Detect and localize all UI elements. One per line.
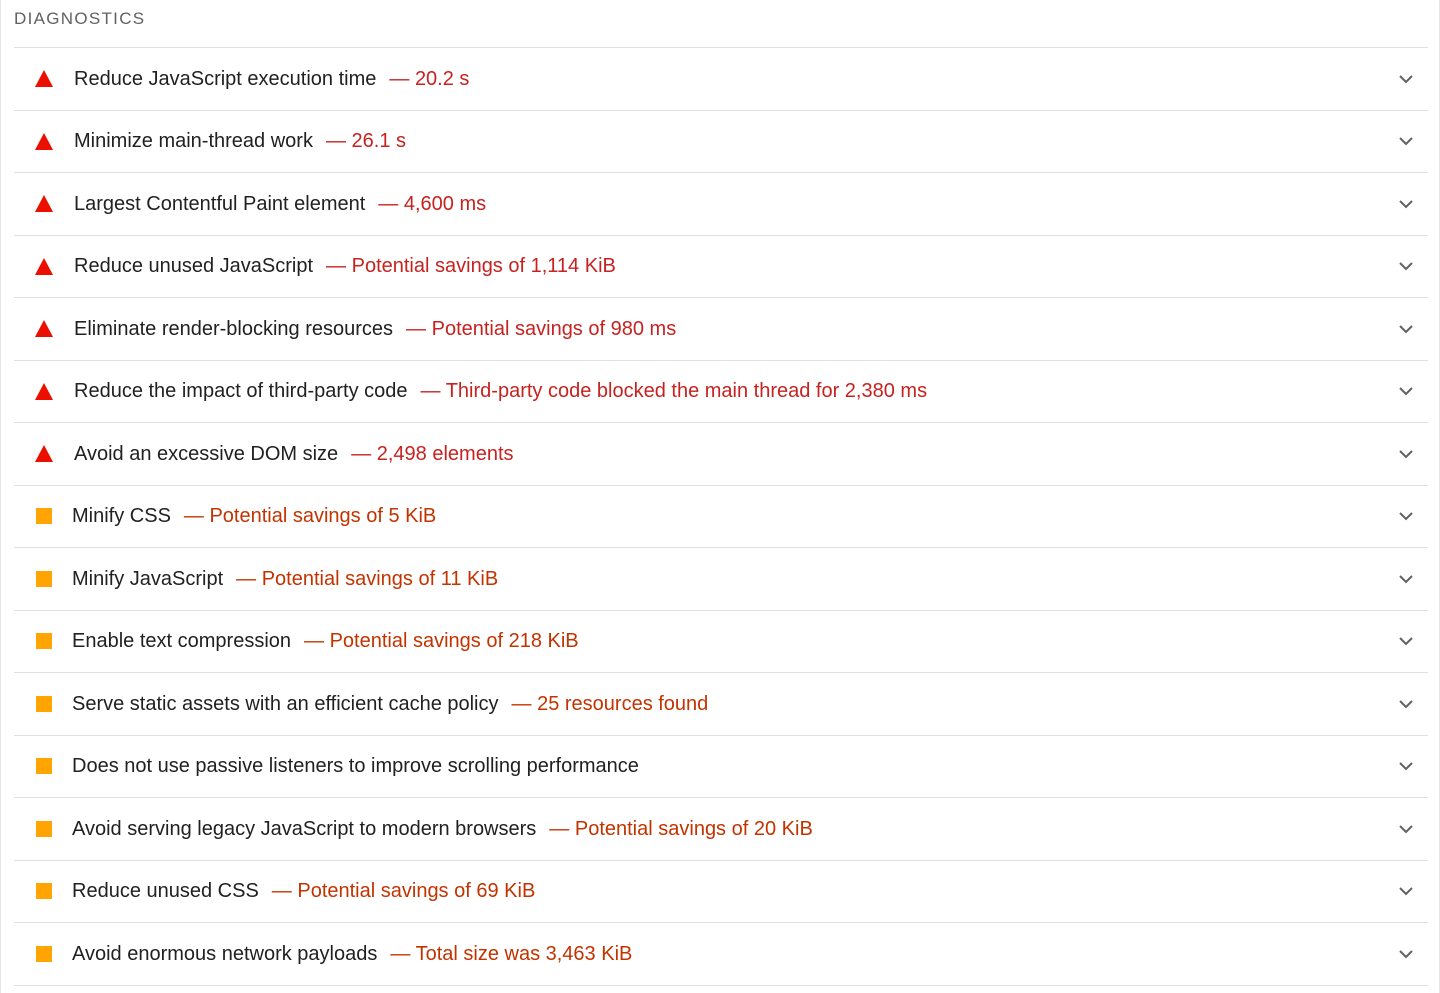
audit-text xyxy=(72,942,632,966)
chevron-down-icon[interactable] xyxy=(1398,511,1414,521)
red-triangle-icon xyxy=(34,319,54,339)
orange-square-icon xyxy=(34,756,54,776)
audit-title: Avoid serving legacy JavaScript to modern browsers xyxy=(72,817,537,840)
audit-separator: — xyxy=(390,942,411,965)
audit-title: Eliminate render-blocking resources xyxy=(74,317,394,340)
audit-separator: — xyxy=(304,630,325,653)
audit-text xyxy=(74,129,406,153)
audit-list xyxy=(14,47,1428,986)
orange-square-icon xyxy=(34,944,54,964)
chevron-down-icon[interactable] xyxy=(1398,636,1414,646)
chevron-down-icon[interactable] xyxy=(1398,386,1414,396)
red-triangle-icon xyxy=(34,131,54,151)
audit-title: Avoid an excessive DOM size xyxy=(74,442,339,465)
audit-separator: — xyxy=(325,130,346,153)
red-triangle-icon xyxy=(34,444,54,464)
audit-display-value: Potential savings of 1,114 KiB xyxy=(351,255,616,278)
orange-square-icon xyxy=(34,819,54,839)
audit-display-value: Potential savings of 218 KiB xyxy=(329,630,579,653)
audit-display-value: Third-party code blocked the main thread for 2,380 ms xyxy=(445,380,928,403)
audit-separator: — xyxy=(351,442,372,465)
audit-row[interactable] xyxy=(14,736,1428,799)
chevron-down-icon[interactable] xyxy=(1398,574,1414,584)
audit-display-value: 25 resources found xyxy=(537,692,709,715)
audit-separator: — xyxy=(389,67,410,90)
audit-title: Reduce unused CSS xyxy=(72,880,259,903)
audit-row[interactable] xyxy=(14,173,1428,236)
chevron-down-icon[interactable] xyxy=(1398,761,1414,771)
red-triangle-icon xyxy=(34,381,54,401)
audit-text xyxy=(72,692,708,716)
chevron-down-icon[interactable] xyxy=(1398,824,1414,834)
audit-text xyxy=(74,67,469,91)
audit-row[interactable] xyxy=(14,861,1428,924)
audit-text xyxy=(72,629,579,653)
audit-display-value: Total size was 3,463 KiB xyxy=(415,942,633,965)
chevron-down-icon[interactable] xyxy=(1398,136,1414,146)
audit-text xyxy=(72,879,535,903)
orange-square-icon xyxy=(34,569,54,589)
red-triangle-icon xyxy=(34,194,54,214)
audit-row[interactable] xyxy=(14,48,1428,111)
audit-row[interactable] xyxy=(14,548,1428,611)
audit-text xyxy=(72,754,639,778)
red-triangle-icon xyxy=(34,256,54,276)
audit-text xyxy=(74,317,676,341)
audit-display-value: 20.2 s xyxy=(414,67,470,90)
audit-display-value: Potential savings of 20 KiB xyxy=(574,817,813,840)
audit-row[interactable] xyxy=(14,111,1428,174)
audit-separator: — xyxy=(378,192,399,215)
audit-separator: — xyxy=(511,692,532,715)
audit-row[interactable] xyxy=(14,798,1428,861)
audit-display-value: Potential savings of 69 KiB xyxy=(297,880,536,903)
audit-separator: — xyxy=(326,255,347,278)
audit-title: Serve static assets with an efficient cache policy xyxy=(72,692,499,715)
chevron-down-icon[interactable] xyxy=(1398,449,1414,459)
red-triangle-icon xyxy=(34,69,54,89)
audit-title: Reduce JavaScript execution time xyxy=(74,67,377,90)
audit-text xyxy=(72,817,813,841)
audit-title: Minify CSS xyxy=(72,505,171,528)
audit-text xyxy=(74,442,514,466)
orange-square-icon xyxy=(34,881,54,901)
audit-separator: — xyxy=(183,505,204,528)
audit-display-value: 26.1 s xyxy=(351,130,407,153)
audit-row[interactable] xyxy=(14,923,1428,986)
section-title: DIAGNOSTICS xyxy=(14,9,146,28)
chevron-down-icon[interactable] xyxy=(1398,74,1414,84)
audit-row[interactable] xyxy=(14,673,1428,736)
orange-square-icon xyxy=(34,694,54,714)
audit-row[interactable] xyxy=(14,486,1428,549)
audit-separator: — xyxy=(271,880,292,903)
chevron-down-icon[interactable] xyxy=(1398,699,1414,709)
audit-text xyxy=(74,192,486,216)
audit-text xyxy=(74,379,927,403)
audit-row[interactable] xyxy=(14,611,1428,674)
audit-display-value: 4,600 ms xyxy=(403,192,487,215)
audit-title: Largest Contentful Paint element xyxy=(74,192,366,215)
audit-display-value: 2,498 elements xyxy=(376,442,514,465)
chevron-down-icon[interactable] xyxy=(1398,199,1414,209)
audit-row[interactable] xyxy=(14,361,1428,424)
audit-title: Minimize main-thread work xyxy=(74,130,313,153)
audit-text xyxy=(72,504,436,528)
audit-display-value: Potential savings of 11 KiB xyxy=(261,567,499,590)
chevron-down-icon[interactable] xyxy=(1398,886,1414,896)
audit-title: Enable text compression xyxy=(72,630,292,653)
audit-separator: — xyxy=(549,817,570,840)
audit-title: Minify JavaScript xyxy=(72,567,224,590)
audit-title: Avoid enormous network payloads xyxy=(72,942,378,965)
audit-row[interactable] xyxy=(14,236,1428,299)
audit-separator: — xyxy=(420,380,441,403)
audit-text xyxy=(74,254,616,278)
audit-title: Reduce the impact of third-party code xyxy=(74,380,408,403)
audit-display-value: Potential savings of 980 ms xyxy=(431,317,677,340)
audit-title: Does not use passive listeners to improve scrolling performance xyxy=(72,755,639,778)
audit-text xyxy=(72,567,498,591)
orange-square-icon xyxy=(34,506,54,526)
audit-row[interactable] xyxy=(14,298,1428,361)
audit-separator: — xyxy=(236,567,257,590)
chevron-down-icon[interactable] xyxy=(1398,949,1414,959)
chevron-down-icon[interactable] xyxy=(1398,324,1414,334)
audit-display-value: Potential savings of 5 KiB xyxy=(209,505,437,528)
audit-separator: — xyxy=(406,317,427,340)
audit-title: Reduce unused JavaScript xyxy=(74,255,314,278)
audit-row[interactable] xyxy=(14,423,1428,486)
chevron-down-icon[interactable] xyxy=(1398,261,1414,271)
orange-square-icon xyxy=(34,631,54,651)
